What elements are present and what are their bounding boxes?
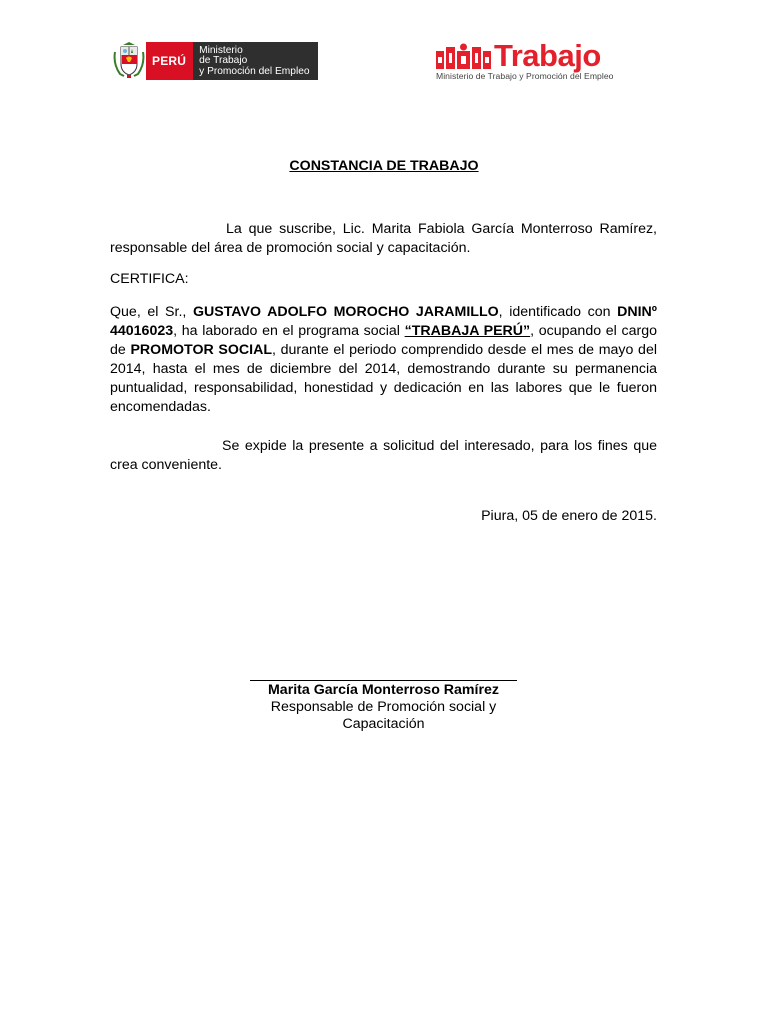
signer-role-line-1: Responsable de Promoción social y bbox=[270, 699, 497, 715]
cert-text-3: , ha laborado en el programa social bbox=[173, 323, 405, 339]
signer-name: Marita García Monterroso Ramírez bbox=[267, 682, 499, 698]
certification-paragraph bbox=[110, 303, 657, 417]
cert-text-1: Que, el Sr., bbox=[110, 304, 193, 320]
signer-role-line-2: Capacitación bbox=[342, 716, 425, 732]
cert-text-4: , ocupando el cargo de bbox=[110, 323, 657, 358]
ministry-line-1: Ministerio bbox=[199, 44, 243, 56]
trabajo-subtitle: Ministerio de Trabajo y Promoción del Empleo bbox=[436, 71, 614, 81]
peru-label: PERÚ bbox=[146, 42, 193, 80]
certifica-label: CERTIFICA: bbox=[110, 271, 189, 287]
ministry-name bbox=[193, 42, 317, 80]
trabajo-people-icon bbox=[436, 43, 492, 71]
ministry-line-2: de Trabajo bbox=[199, 55, 248, 67]
cert-text-2: , identificado con bbox=[498, 304, 618, 320]
issue-date: Piura, 05 de enero de 2015. bbox=[481, 508, 657, 524]
trabajo-wordmark: Trabajo bbox=[494, 38, 601, 73]
signature-block bbox=[230, 682, 537, 733]
trabajo-logo bbox=[436, 40, 646, 82]
employee-dni: DNINº 44016023 bbox=[110, 304, 657, 339]
cert-text-5: , durante el periodo comprendido desde el mes de mayo del 2014, hasta el mes de diciembre del 2014, demostrando durante su permanencia puntualidad, responsabilidad, honestidad y dedicación en las labores que le fueron encomendadas. bbox=[110, 342, 657, 415]
closing-paragraph: Se expide la presente a solicitud del interesado, para los fines que crea conveniente. bbox=[110, 438, 657, 473]
document-title: CONSTANCIA DE TRABAJO bbox=[289, 158, 479, 174]
ministry-logo bbox=[112, 42, 318, 80]
coat-of-arms-icon bbox=[112, 42, 146, 80]
ministry-line-3: y Promoción del Empleo bbox=[199, 65, 310, 77]
employee-role: PROMOTOR SOCIAL bbox=[130, 342, 273, 358]
employee-name: GUSTAVO ADOLFO MOROCHO JARAMILLO bbox=[192, 304, 499, 320]
program-name: “TRABAJA PERÚ” bbox=[404, 323, 531, 339]
intro-paragraph: La que suscribe, Lic. Marita Fabiola García Monterroso Ramírez, responsable del área de promoción social y capacitación. bbox=[110, 221, 657, 256]
signature-line bbox=[250, 680, 517, 681]
